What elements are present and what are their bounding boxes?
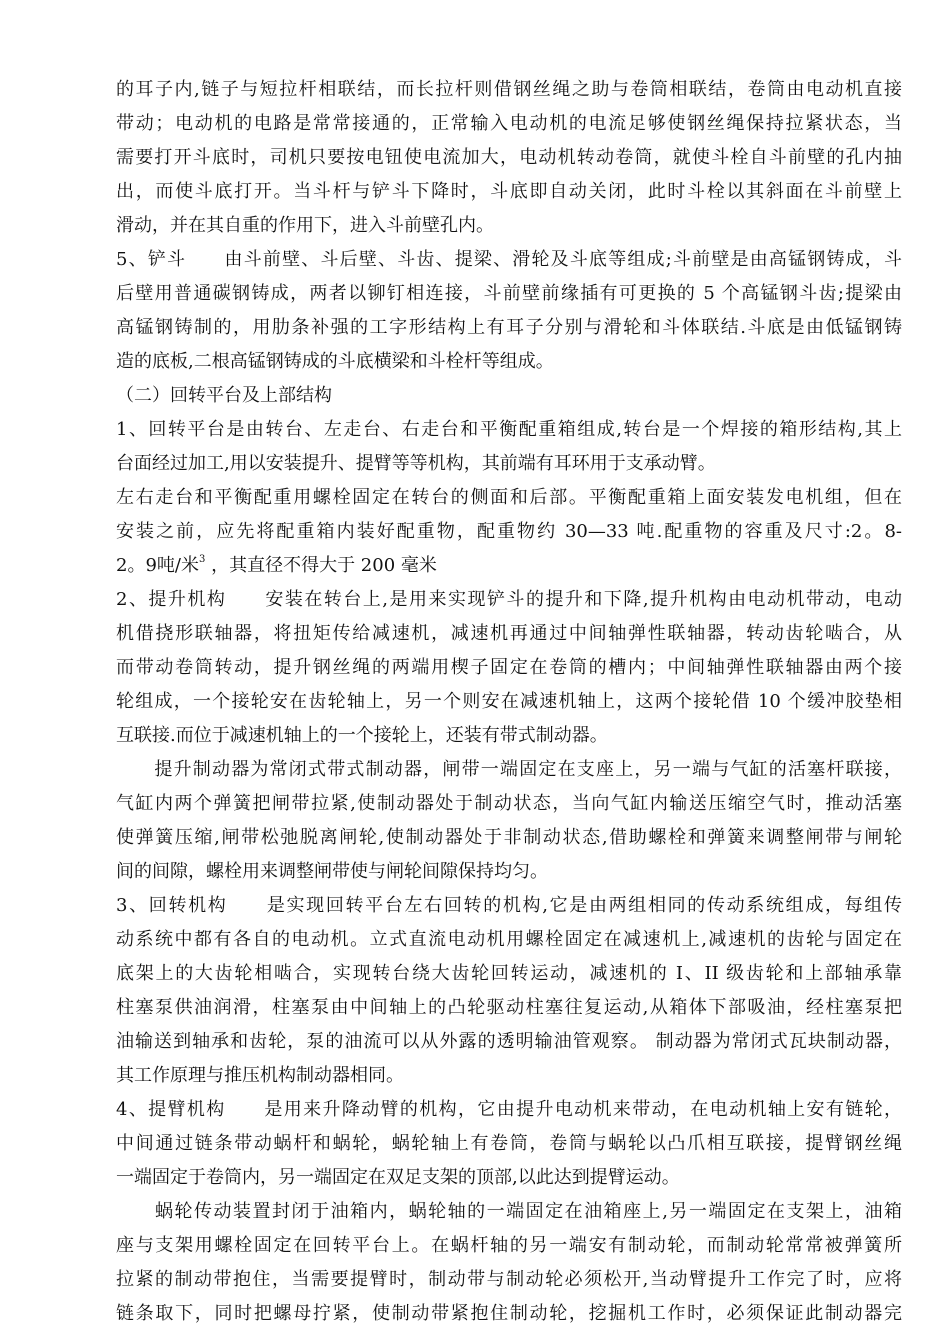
text-line: 轮组成，一个接轮安在齿轮轴上，另一个则安在减速机轴上，这两个接轮借 10 个缓冲胶垫相 <box>116 691 902 712</box>
text-line: 提升制动器为常闭式带式制动器，闸带一端固定在支座上，另一端与气缸的活塞杆联接， <box>116 759 902 780</box>
density-tail: ，其直径不得大于 200 毫米 <box>205 555 437 576</box>
text-line: 间的间隙，螺栓用来调整闸带使与闸轮间隙保持均匀。 <box>116 861 548 882</box>
text-line: 后壁用普通碳钢铸成，两者以铆钉相连接，斗前壁前缘插有可更换的 5 个高锰钢斗齿;提梁由 <box>116 283 902 304</box>
section-heading-hoist: 2、提升机构 安装在转台上,是用来实现铲斗的提升和下降,提升机构由电动机带动，电动 <box>116 589 902 610</box>
text-line: 动系统中都有各自的电动机。立式直流电动机用螺栓固定在减速机上,减速机的齿轮与固定在 <box>116 929 902 950</box>
text-line: 使弹簧压缩,闸带松弛脱离闸轮,使制动器处于非制动状态,借助螺栓和弹簧来调整闸带与闸轮 <box>116 827 902 848</box>
text-line: 蜗轮传动装置封闭于油箱内，蜗轮轴的一端固定在油箱座上,另一端固定在支架上，油箱 <box>116 1201 902 1222</box>
text-line: 一端固定于卷筒内，另一端固定在双足支架的顶部,以此达到提臂运动。 <box>116 1167 680 1188</box>
text-line: 高锰钢铸制的，用肋条补强的工字形结构上有耳子分别与滑轮和斗体联结.斗底是由低锰钢铸 <box>116 317 902 338</box>
section-heading-platform: （二）回转平台及上部结构 <box>116 385 332 406</box>
text-line: 而带动卷筒转动，提升钢丝绳的两端用楔子固定在卷筒的槽内；中间轴弹性联轴器由两个接 <box>116 657 902 678</box>
text-line: 台面经过加工,用以安装提升、提臂等等机构，其前端有耳环用于支承动臂。 <box>116 453 716 474</box>
text-line: 座与支架用螺栓固定在回转平台上。在蜗杆轴的另一端安有制动轮，而制动轮常常被弹簧所 <box>116 1235 902 1256</box>
text-line: 带动；电动机的电路是常常接通的，正常输入电动机的电流足够使钢丝绳保持拉紧状态，当 <box>116 113 902 134</box>
text-line: 机借挠形联轴器，将扭矩传给减速机，减速机再通过中间轴弹性联轴器，转动齿轮啮合，从 <box>116 623 902 644</box>
section-heading-swing: 3、回转机构 是实现回转平台左右回转的机构,它是由两组相同的传动系统组成，每组传 <box>116 895 902 916</box>
text-line: 滑动，并在其自重的作用下，进入斗前壁孔内。 <box>116 215 494 236</box>
text-line: 出，而使斗底打开。当斗杆与铲斗下降时，斗底即自动关闭，此时斗栓以其斜面在斗前壁上 <box>116 181 902 202</box>
text-line: 的耳子内,链子与短拉杆相联结，而长拉杆则借钢丝绳之助与卷筒相联结，卷筒由电动机直接 <box>116 79 902 100</box>
text-line: 中间通过链条带动蜗杆和蜗轮，蜗轮轴上有卷筒，卷筒与蜗轮以凸爪相互联接，提臂钢丝绳 <box>116 1133 902 1154</box>
text-line: 其工作原理与推压机构制动器相同。 <box>116 1065 404 1086</box>
section-heading-boom: 4、提臂机构 是用来升降动臂的机构，它由提升电动机来带动，在电动机轴上安有链轮， <box>116 1099 902 1120</box>
text-line: 链条取下，同时把螺母拧紧，使制动带紧抱住制动轮，挖掘机工作时，必须保证此制动器完 <box>116 1303 902 1324</box>
section-heading-bucket: 5、铲斗 由斗前壁、斗后壁、斗齿、提梁、滑轮及斗底等组成;斗前壁是由高锰钢铸成，斗 <box>116 249 902 270</box>
text-line-density <box>116 550 902 582</box>
text-line: 拉紧的制动带抱住，当需要提臂时，制动带与制动轮必须松开,当动臂提升工作完了时，应将 <box>116 1269 902 1290</box>
text-line: 需要打开斗底时，司机只要按电钮使电流加大，电动机转动卷筒，就使斗栓自斗前壁的孔内抽 <box>116 147 902 168</box>
text-line: 底架上的大齿轮相啮合，实现转台绕大齿轮回转运动，减速机的 I、II 级齿轮和上部轴承靠 <box>116 963 902 984</box>
text-line: 油输送到轴承和齿轮，泵的油流可以从外露的透明输油管观察。 制动器为常闭式瓦块制动器， <box>116 1031 902 1052</box>
text-line: 气缸内两个弹簧把闸带拉紧,使制动器处于制动状态，当向气缸内输送压缩空气时，推动活塞 <box>116 793 902 814</box>
density-text: 2。9吨/米 <box>116 555 199 576</box>
text-line: 互联接.而位于减速机轴上的一个接轮上，还装有带式制动器。 <box>116 725 608 746</box>
text-line: 1、回转平台是由转台、左走台、右走台和平衡配重箱组成,转台是一个焊接的箱形结构,其上 <box>116 419 902 440</box>
text-line: 安装之前，应先将配重箱内装好配重物，配重物约 30—33 吨.配重物的容重及尺寸:2。8- <box>116 521 902 542</box>
text-line: 左右走台和平衡配重用螺栓固定在转台的侧面和后部。平衡配重箱上面安装发电机组，但在 <box>116 487 902 508</box>
superscript-three: 3 <box>198 554 206 565</box>
text-line: 柱塞泵供油润滑，柱塞泵由中间轴上的凸轮驱动柱塞往复运动,从箱体下部吸油，经柱塞泵把 <box>116 997 902 1018</box>
text-line: 造的底板,二根高锰钢铸成的斗底横梁和斗栓杆等组成。 <box>116 351 554 372</box>
